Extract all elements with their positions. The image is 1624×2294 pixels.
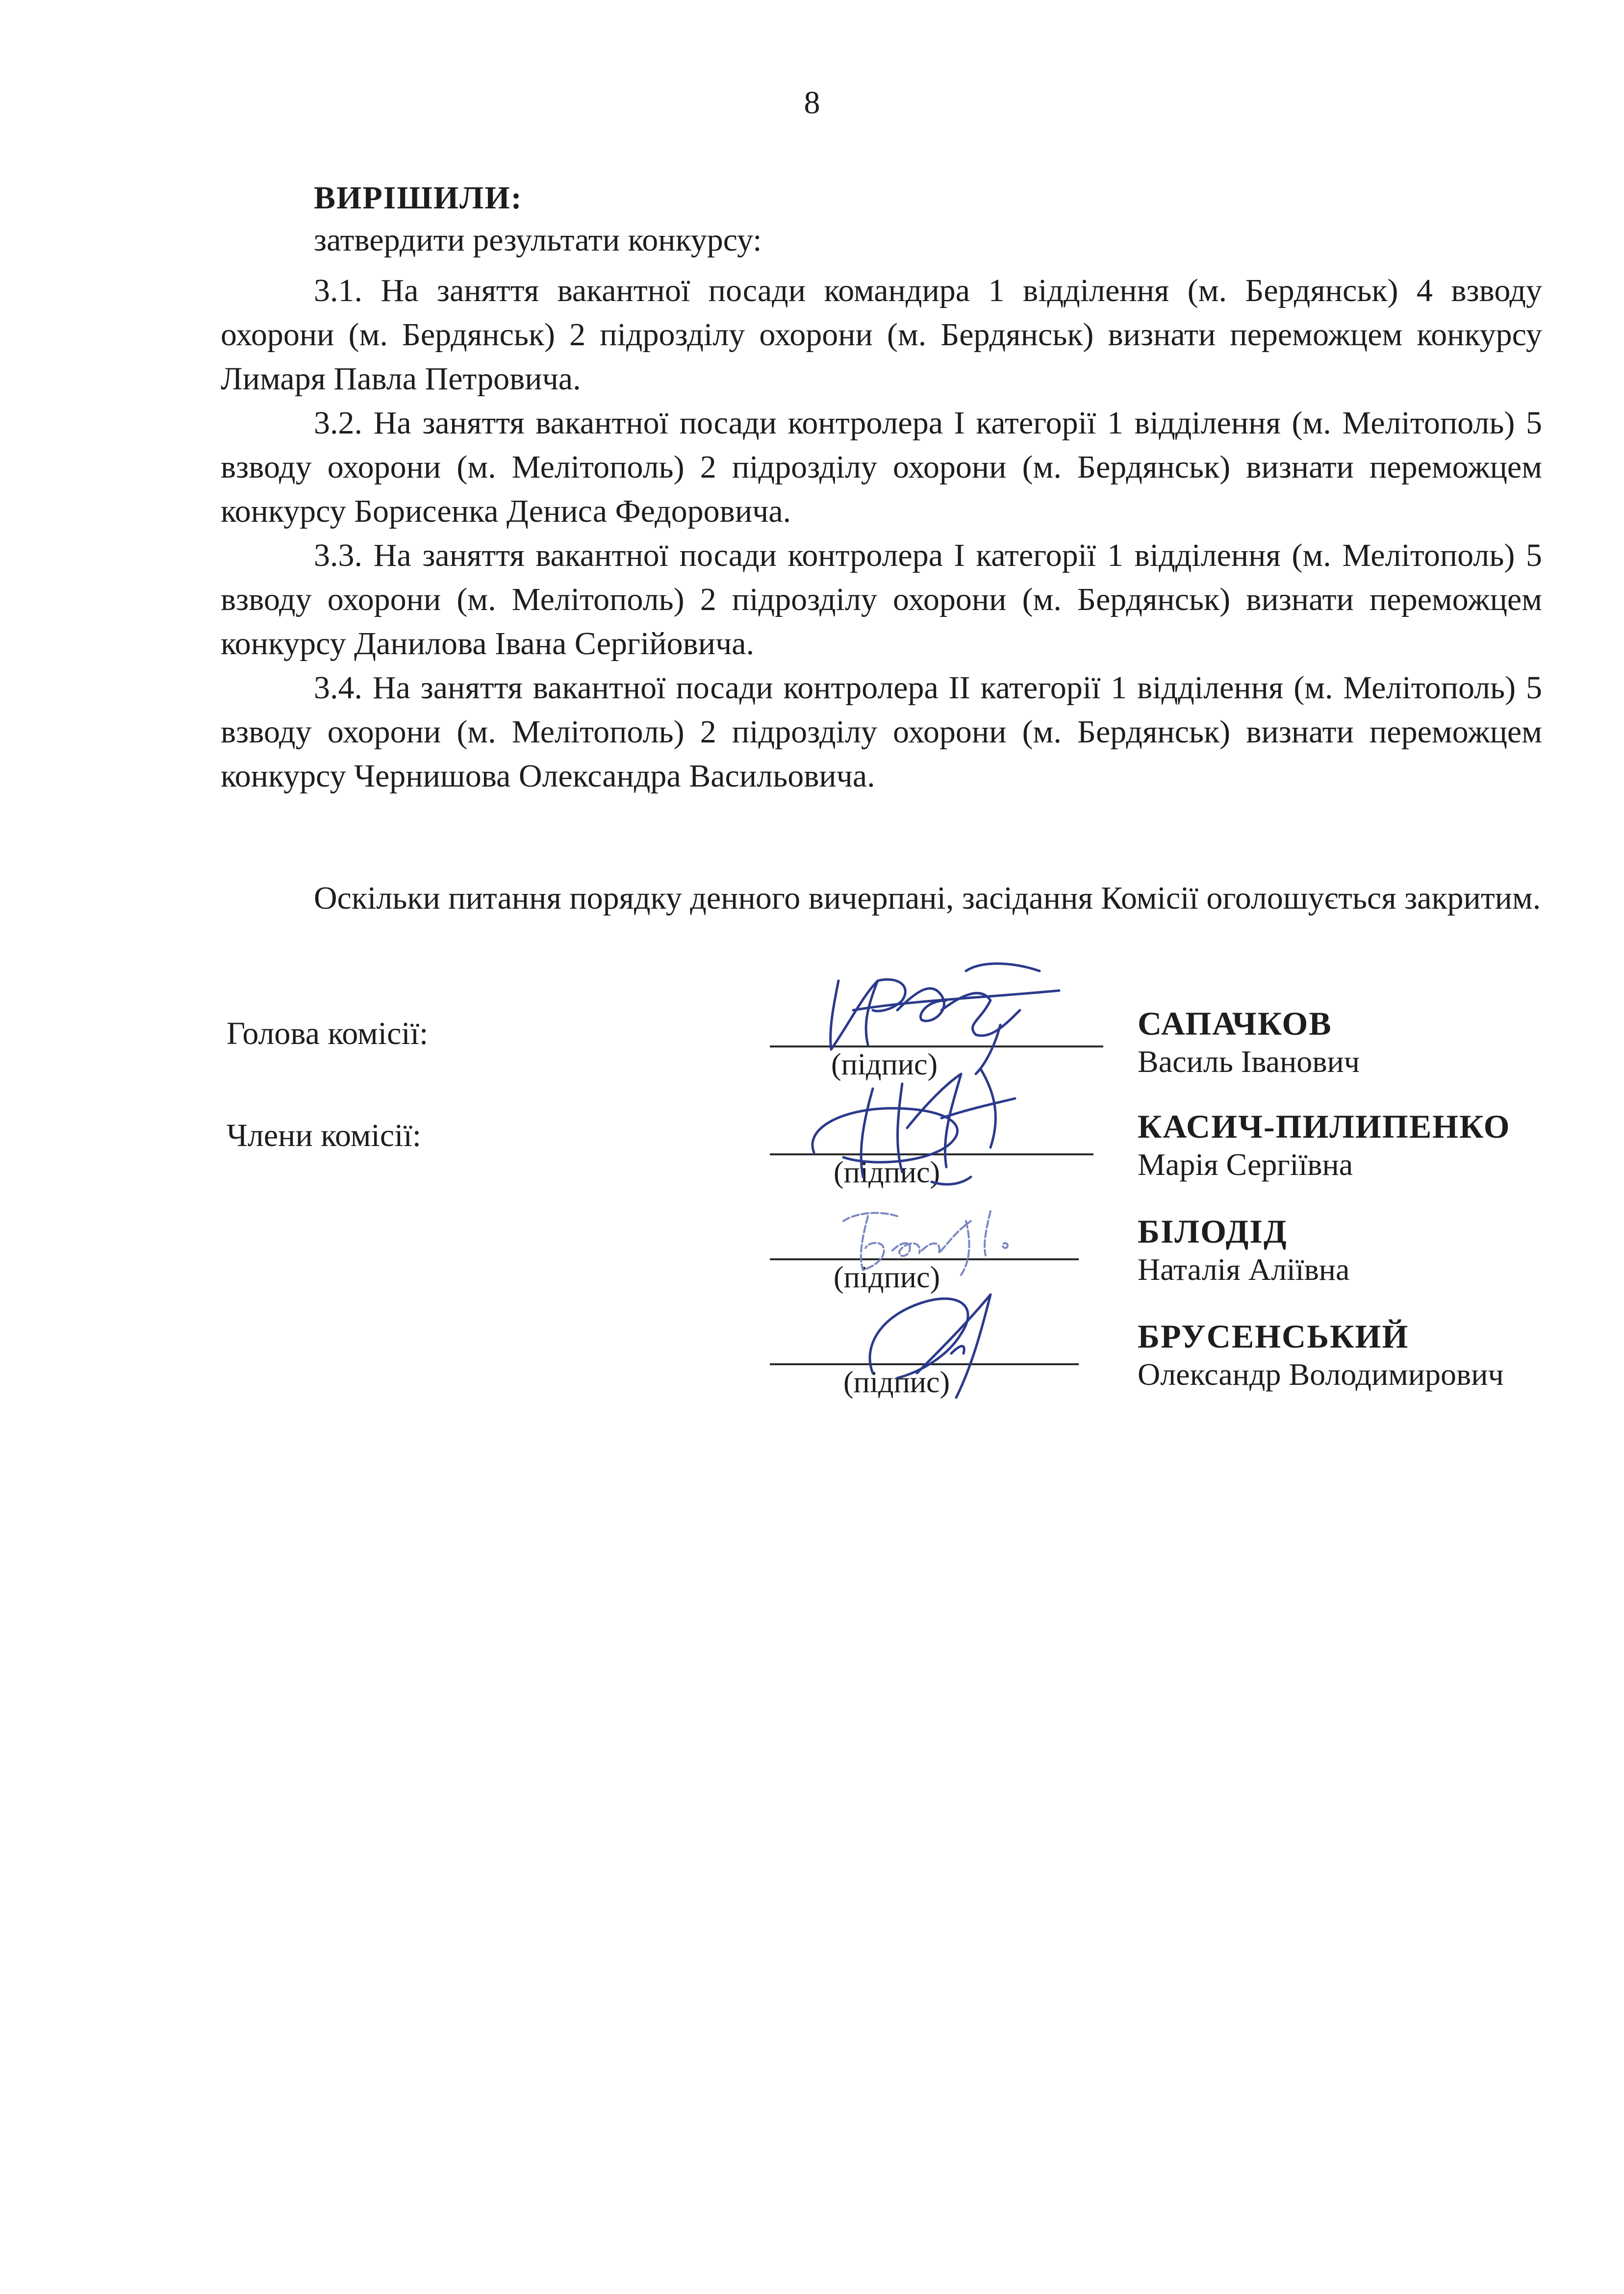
decision-item-3-4: 3.4. На заняття вакантної посади контролера II категорії 1 відділення (м. Мелітополь) 5 взводу охорони (м. Мелітополь) 2 підрозділу охорони (м. Бердянськ) визнати переможцем конкурсу Чернишова Олександра Васильовича. — [221, 670, 1542, 794]
signature-caption-4: (підпис) — [843, 1366, 950, 1399]
signature-image-2 — [785, 1054, 1059, 1192]
signature-caption-2: (підпис) — [834, 1156, 940, 1189]
signature-caption-3: (підпис) — [834, 1261, 940, 1294]
signer-surname-2: КАСИЧ-ПИЛИПЕНКО — [1138, 1108, 1511, 1145]
decision-intro: затвердити результати конкурсу: — [314, 222, 762, 258]
decision-item-3-2: 3.2. На заняття вакантної посади контролера I категорії 1 відділення (м. Мелітополь) 5 взводу охорони (м. Мелітополь) 2 підрозділу охорони (м. Бердянськ) визнати переможцем конкурсу Борисенка Дениса Федоровича. — [221, 405, 1542, 529]
decision-heading: ВИРІШИЛИ: — [314, 180, 523, 216]
closing-statement: Оскільки питання порядку денного вичерпані, засідання Комісії оголошується закритим. — [314, 880, 1541, 916]
signer-given-names-4: Олександр Володимирович — [1138, 1357, 1504, 1392]
signer-surname-3: БІЛОДІД — [1138, 1213, 1288, 1250]
decision-item-3-3: 3.3. На заняття вакантної посади контролера I категорії 1 відділення (м. Мелітополь) 5 взводу охорони (м. Мелітополь) 2 підрозділу охорони (м. Бердянськ) визнати переможцем конкурсу Данилова Івана Сергійовича. — [221, 537, 1542, 662]
signature-caption-1: (підпис) — [831, 1048, 938, 1081]
page-number: 8 — [804, 85, 820, 121]
signature-image-4 — [843, 1275, 1049, 1402]
signer-given-names-1: Василь Іванович — [1138, 1044, 1360, 1079]
signer-surname-1: САПАЧКОВ — [1138, 1005, 1332, 1042]
decision-item-3-1: 3.1. На заняття вакантної посади командира 1 відділення (м. Бердянськ) 4 взводу охорони (м. Бердянськ) 2 підрозділу охорони (м. Бердянськ) визнати переможцем конкурсу Лимаря Павла Петровича. — [221, 273, 1542, 397]
signer-given-names-2: Марія Сергіївна — [1138, 1147, 1353, 1182]
members-label: Члени комісії: — [227, 1118, 422, 1153]
signer-given-names-3: Наталія Аліївна — [1138, 1252, 1350, 1287]
signer-surname-4: БРУСЕНСЬКИЙ — [1138, 1318, 1409, 1355]
chair-label: Голова комісії: — [227, 1016, 429, 1051]
